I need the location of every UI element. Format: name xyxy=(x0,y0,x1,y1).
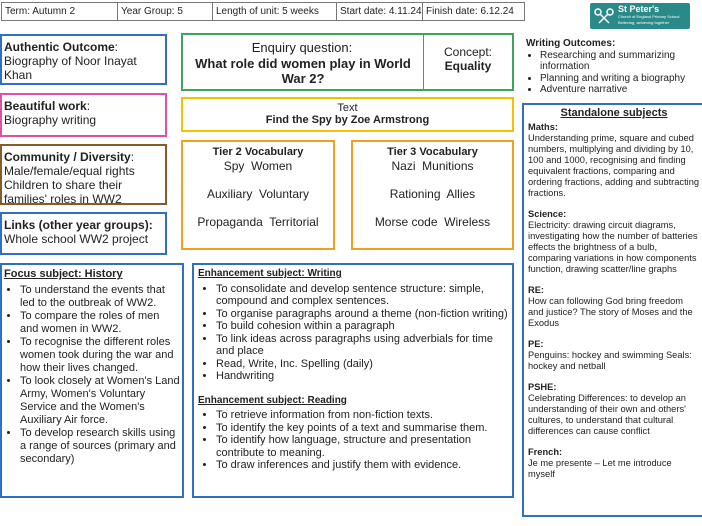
beautiful-work-text: Biography writing xyxy=(4,113,97,127)
writing-list xyxy=(198,283,508,383)
text-value: Find the Spy by Zoe Armstrong xyxy=(265,114,430,126)
maths-label: Maths: xyxy=(528,122,558,132)
year-group-cell: Year Group: 5 xyxy=(117,2,213,21)
writing-reading-box xyxy=(192,263,514,498)
history-item: • To recognise the different roles women took during the war and how their lives changed. xyxy=(20,336,180,375)
writing-item: • To consolidate and develop sentence structure: simple, compound and complex sentences. xyxy=(216,283,508,308)
writing-item: • Read, Write, Inc. Spelling (daily) xyxy=(216,358,508,371)
writing-title: Enhancement subject: Writing xyxy=(198,268,342,279)
history-title: Focus subject: History xyxy=(4,268,123,280)
reading-item: • To identify how language, structure and presentation contribute to meaning. xyxy=(216,434,508,459)
beautiful-work-label: Beautiful work xyxy=(4,99,87,113)
tier2-row: Auxiliary Voluntary xyxy=(206,187,310,201)
french-text: Je me presente – Let me introduce myself xyxy=(528,458,672,479)
pshe-label: PSHE: xyxy=(528,382,557,392)
term-cell: Term: Autumn 2 xyxy=(1,2,118,21)
enquiry-question: What role did women play in World War 2? xyxy=(195,56,411,86)
tier3-row: Nazi Munitions xyxy=(391,159,474,173)
writing-outcome-item: • Researching and summarizing information xyxy=(540,50,702,73)
reading-item: • To retrieve information from non-fiction texts. xyxy=(216,409,508,422)
science-label: Science: xyxy=(528,209,567,219)
writing-outcomes-list xyxy=(526,50,702,96)
community-label: Community / Diversity xyxy=(4,150,131,164)
authentic-outcome-text: Biography of Noor Inayat Khan xyxy=(4,54,137,82)
science-text: Electricity: drawing circuit diagrams, investigating how the number of batteries effects the brightness of a bulb, comparing variations in how components function, drawing scatter/line graphs xyxy=(528,220,698,274)
tier2-vocabulary-box xyxy=(181,140,335,250)
tier3-row: Rationing Allies xyxy=(389,187,476,201)
tier2-row: Spy Women xyxy=(223,159,293,173)
tier2-row: Propaganda Territorial xyxy=(197,215,319,229)
history-item: • To look closely at Women's Land Army, Women's Voluntary Service and the Women's Auxiliary Air force. xyxy=(20,375,180,427)
maths-text: Understanding prime, square and cubed numbers, multiplying and dividing by 10, 100 and 1000, recognising and finding equivalent fractions, comparing and ordering fractions, adding and subtracting fractions. xyxy=(528,133,700,198)
writing-outcome-item: • Adventure narrative xyxy=(540,84,702,96)
history-item: • To compare the roles of men and women in WW2. xyxy=(20,310,180,336)
writing-outcomes-box xyxy=(522,36,702,98)
pe-label: PE: xyxy=(528,339,544,349)
history-list xyxy=(4,284,180,466)
re-label: RE: xyxy=(528,285,545,295)
standalone-title: Standalone subjects xyxy=(560,107,668,119)
pe-text: Penguins: hockey and swimming Seals: hockey and netball xyxy=(528,350,692,371)
tier3-row: Morse code Wireless xyxy=(374,215,491,229)
finish-date-cell: Finish date: 6.12.24 xyxy=(422,2,525,21)
tier2-title: Tier 2 Vocabulary xyxy=(212,146,304,158)
history-box xyxy=(0,263,184,498)
writing-item: • To build cohesion within a paragraph xyxy=(216,320,508,333)
keys-icon xyxy=(593,7,615,25)
community-box: Community / Diversity: Male/female/equal rights Children to share their families' roles in WW2 xyxy=(0,144,167,205)
history-item: • To develop research skills using a range of sources (primary and secondary) xyxy=(20,427,180,466)
authentic-outcome-label: Authentic Outcome xyxy=(4,40,115,54)
start-date-cell: Start date: 4.11.24 xyxy=(336,2,423,21)
logo-motto: Believing, achieving together xyxy=(618,20,670,25)
writing-item: • Handwriting xyxy=(216,370,508,383)
school-logo xyxy=(590,3,690,29)
logo-title: St Peter's xyxy=(618,4,660,14)
logo-subtitle: Church of England Primary School xyxy=(618,14,680,19)
enquiry-label: Enquiry question: xyxy=(251,40,353,55)
text-box xyxy=(181,97,514,132)
tier3-title: Tier 3 Vocabulary xyxy=(387,146,478,158)
writing-outcomes-title: Writing Outcomes: xyxy=(526,38,616,49)
history-item: • To understand the events that led to the outbreak of WW2. xyxy=(20,284,180,310)
links-box xyxy=(0,212,167,255)
length-cell: Length of unit: 5 weeks xyxy=(212,2,337,21)
authentic-outcome-box: Authentic Outcome: Biography of Noor Inayat Khan xyxy=(0,34,167,85)
links-text: Whole school WW2 project xyxy=(4,232,149,246)
concept-label: Concept: xyxy=(443,45,493,59)
reading-item: • To draw inferences and justify them with evidence. xyxy=(216,459,508,472)
tier3-vocabulary-box xyxy=(351,140,514,250)
concept-value: Equality xyxy=(444,59,492,73)
reading-list xyxy=(198,409,508,472)
french-label: French: xyxy=(528,447,563,457)
enquiry-box xyxy=(181,33,514,91)
standalone-box xyxy=(522,103,702,517)
reading-title: Enhancement subject: Reading xyxy=(198,394,347,406)
reading-item: • To identify the key points of a text and summarise them. xyxy=(216,422,508,435)
text-label: Text xyxy=(337,102,358,114)
pshe-text: Celebrating Differences: to develop an understanding of their own and others' cultures, to understand that cultural differences can cause conflict xyxy=(528,393,686,436)
writing-outcome-item: • Planning and writing a biography xyxy=(540,73,702,85)
links-label: Links (other year groups): xyxy=(4,218,153,232)
community-text: Male/female/equal rights Children to share their families' roles in WW2 xyxy=(4,164,135,206)
re-text: How can following God bring freedom and justice? The story of Moses and the Exodus xyxy=(528,296,693,328)
writing-item: • To link ideas across paragraphs using adverbials for time and place xyxy=(216,333,508,358)
beautiful-work-box: Beautiful work: Biography writing xyxy=(0,93,167,137)
writing-item: • To organise paragraphs around a theme (non-fiction writing) xyxy=(216,308,508,321)
